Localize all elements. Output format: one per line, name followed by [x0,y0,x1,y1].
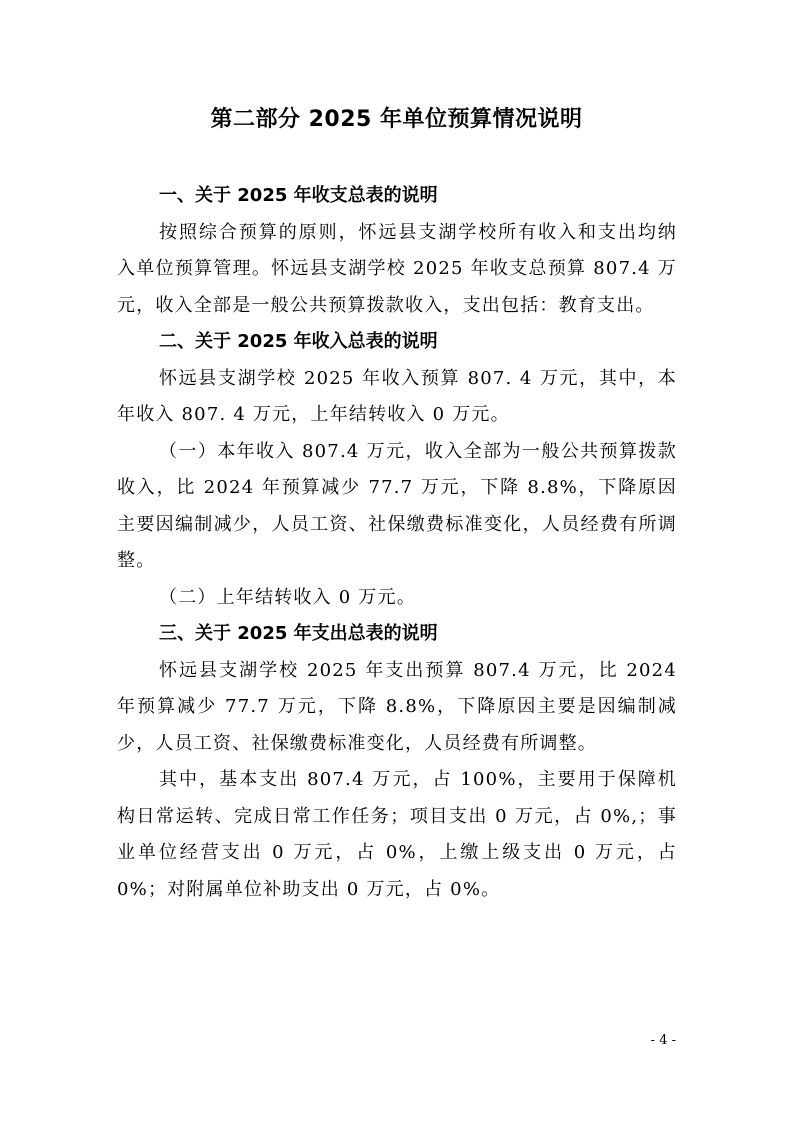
section-heading-1: 一、关于 2025 年收支总表的说明 [159,185,438,206]
section-2-paragraph-2: （一）本年收入 807.4 万元，收入全部为一般公共预算拨款收入，比 2024 年预算减少 77.7 万元，下降 8.8%，下降原因主要因编制减少，人员工资、社保缴费标准变化，人员经费有所调整。 [117,440,677,571]
page-number: - 4 - [650,1033,676,1048]
section-2-paragraph-1: 怀远县支湖学校 2025 年收入预算 807. 4 万元，其中，本年收入 807. 4 万元，上年结转收入 0 万元。 [117,367,677,425]
document-body [117,178,677,908]
section-heading-3: 三、关于 2025 年支出总表的说明 [159,623,438,644]
page-title: 第二部分 2025 年单位预算情况说明 [210,107,583,132]
section-3-paragraph-2: 其中，基本支出 807.4 万元，占 100%，主要用于保障机构日常运转、完成日常工作任务；项目支出 0 万元，占 0%,；事业单位经营支出 0 万元，占 0%，上缴上级支出 0 万元，占 0%；对附属单位补助支出 0 万元，占 0%。 [117,769,677,900]
section-2-paragraph-3: （二）上年结转收入 0 万元。 [159,586,416,608]
section-1-paragraph-1: 按照综合预算的原则，怀远县支湖学校所有收入和支出均纳入单位预算管理。怀远县支湖学校 2025 年收支总预算 807.4 万元，收入全部是一般公共预算拨款收入，支出包括：教育支出。 [117,221,677,316]
section-3-paragraph-1: 怀远县支湖学校 2025 年支出预算 807.4 万元，比 2024 年预算减少 77.7 万元，下降 8.8%，下降原因主要是因编制减少，人员工资、社保缴费标准变化，人员经费有所调整。 [117,659,677,754]
section-heading-2: 二、关于 2025 年收入总表的说明 [159,331,438,352]
